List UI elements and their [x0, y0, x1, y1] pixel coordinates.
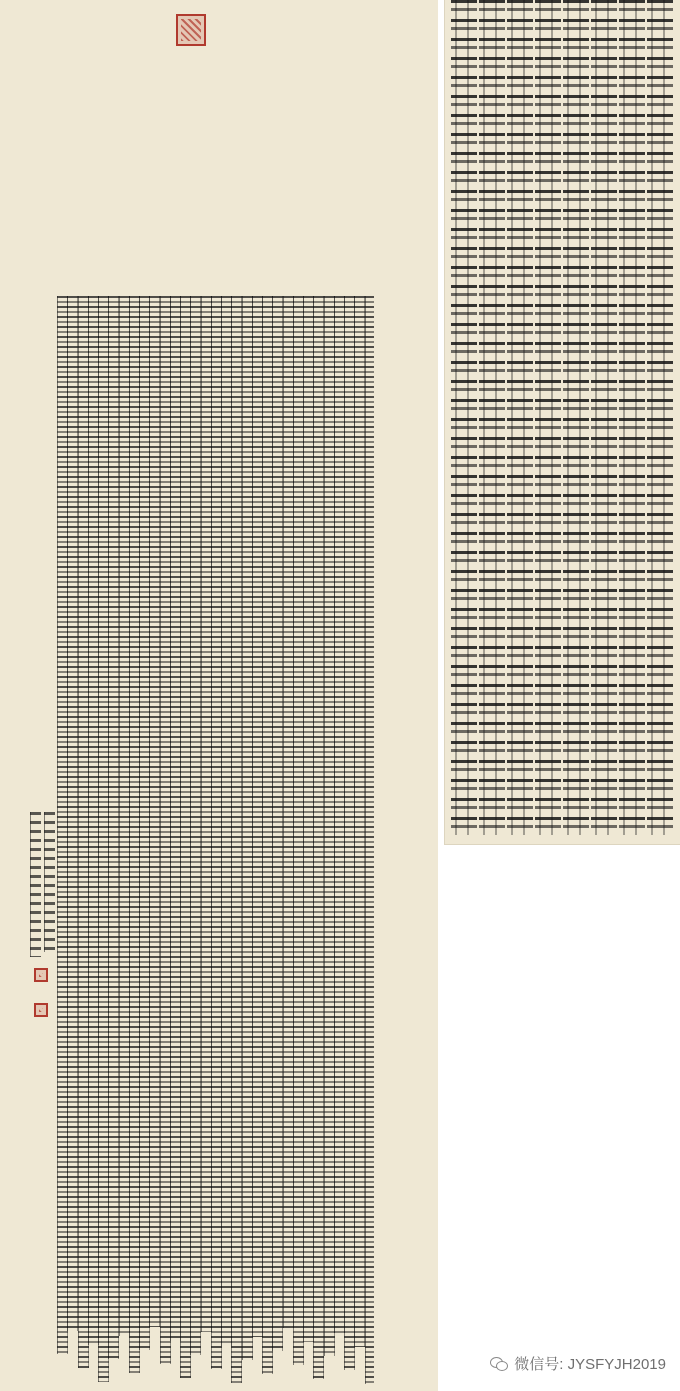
- text-column: [272, 296, 283, 1351]
- signature-seal-1: [34, 968, 48, 982]
- text-column: [283, 296, 294, 1328]
- text-column: [365, 296, 374, 1384]
- text-column: [313, 296, 324, 1379]
- detail-text-column: [479, 0, 505, 835]
- detail-text-column: [591, 0, 617, 835]
- text-column: [262, 296, 273, 1374]
- text-column: [190, 296, 201, 1355]
- text-column: [98, 296, 109, 1382]
- text-column: [324, 296, 335, 1356]
- text-column: [334, 296, 345, 1333]
- text-column: [252, 296, 263, 1337]
- wechat-icon: [490, 1357, 508, 1371]
- text-column: [303, 296, 314, 1342]
- text-column: [67, 296, 78, 1331]
- text-column: [211, 296, 222, 1369]
- text-column: [354, 296, 365, 1347]
- signature-column-1: [44, 812, 55, 952]
- scroll-text-body: [56, 296, 374, 1384]
- detail-text-column: [563, 0, 589, 835]
- detail-text-column: [451, 0, 477, 835]
- signature-column-2: [30, 812, 41, 957]
- signature-seal-2: [34, 1003, 48, 1017]
- text-column: [231, 296, 242, 1383]
- detail-text-column: [619, 0, 645, 835]
- text-column: [88, 296, 99, 1345]
- watermark-text: 微信号: JYSFYJH2019: [514, 1356, 666, 1373]
- text-column: [160, 296, 171, 1364]
- text-column: [57, 296, 68, 1354]
- detail-text-column: [647, 0, 673, 835]
- text-column: [242, 296, 253, 1360]
- text-column: [78, 296, 89, 1368]
- text-column: [149, 296, 160, 1327]
- text-column: [180, 296, 191, 1378]
- text-column: [201, 296, 212, 1332]
- text-column: [119, 296, 130, 1336]
- text-column: [344, 296, 355, 1370]
- top-seal: [176, 14, 206, 46]
- detail-text-column: [507, 0, 533, 835]
- wechat-watermark: [484, 1350, 672, 1377]
- text-column: [293, 296, 304, 1365]
- text-column: [129, 296, 140, 1373]
- text-column: [139, 296, 150, 1350]
- detail-text-column: [535, 0, 561, 835]
- calligraphy-detail: [444, 0, 680, 845]
- text-column: [221, 296, 232, 1346]
- text-column: [108, 296, 119, 1359]
- text-column: [170, 296, 181, 1341]
